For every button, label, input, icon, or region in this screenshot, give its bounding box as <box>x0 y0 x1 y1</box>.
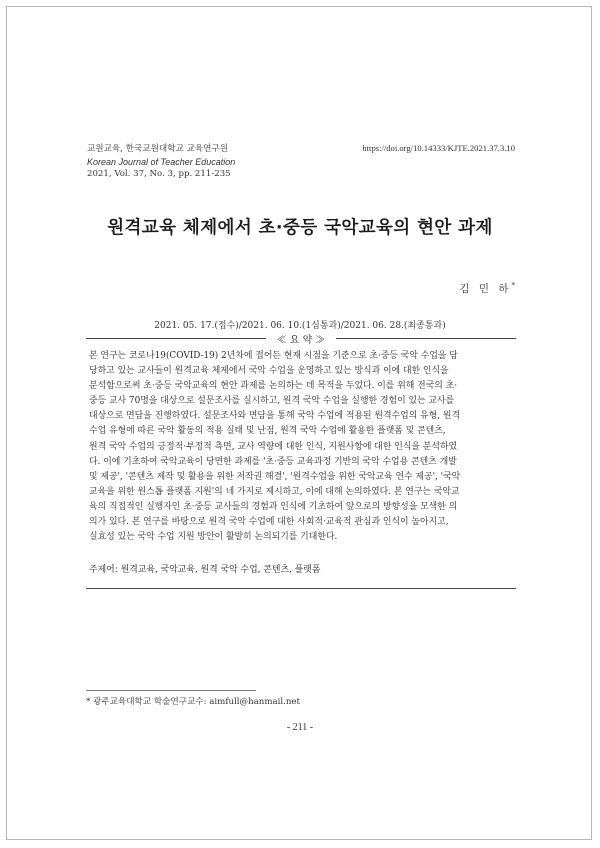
page-number: - 211 - <box>286 722 314 733</box>
abstract-line: 대상으로 면담을 진행하였다. 설문조사와 면담을 통해 국악 수업에 적용된 원격수업의 유형, 원격 <box>89 411 461 422</box>
publisher: 교원교육, 한국교원대학교 교육연구원 <box>87 144 229 154</box>
abstract-line: 원격 국악 수업의 긍정적·부정적 측면, 교사 역량에 대한 인식, 지원사항에 대한 인식을 분석하였 <box>89 441 458 452</box>
abstract-heading <box>86 331 516 345</box>
abstract-line: 및 제공', '콘텐츠 제작 및 활용을 위한 저작권 해결', '원격수업을 위한 국악교육 연수 제공', '국악 <box>89 471 461 482</box>
abstract-line: 다. 이에 기초하여 국악교육이 당면한 과제를 '초·중등 교육과정 기반의 국악 수업용 콘텐츠 개발 <box>89 456 457 467</box>
journal-name-en: Korean Journal of Teacher Education <box>87 156 236 167</box>
author-name: 김 민 하 <box>459 283 512 295</box>
author-footnote-mark: * <box>511 281 515 290</box>
paper-title: 원격교육 체제에서 초·중등 국악교육의 현안 과제 <box>107 218 493 238</box>
abstract-label: ≪ 요 약 ≫ <box>276 335 326 346</box>
footnote-rule <box>86 690 256 691</box>
abstract-line: 분석함으로써 초·중등 국악교육의 현안 과제를 논의하는 데 목적을 두었다. 이를 위해 전국의 초· <box>89 381 458 392</box>
doi-link[interactable]: https://doi.org/10.14333/KJTE.2021.37.3.10 <box>362 143 515 153</box>
abstract-line: 수업 유형에 따른 국악 활동의 적용 실태 및 난점, 원격 국악 수업에 활용한 플랫폼 및 콘텐츠, <box>89 426 446 437</box>
keywords <box>89 562 320 575</box>
volume-info: 2021, Vol. 37, No. 3, pp. 211-235 <box>87 169 231 179</box>
abstract-line: 교육을 위한 원스톱 플랫폼 지원'의 네 가지로 제시하고, 이에 대해 논의하였다. 본 연구는 국악교 <box>89 486 460 497</box>
keywords-label: 주제어: <box>89 565 118 575</box>
abstract-line: 당하고 있는 교사들이 원격교육 체제에서 국악 수업을 운영하고 있는 방식과 이에 대한 인식을 <box>89 366 449 377</box>
abstract-end-rule <box>86 588 516 589</box>
abstract-line: 중등 교사 70명을 대상으로 설문조사를 실시하고, 원격 국악 수업을 실행한 경험이 있는 교사를 <box>89 396 455 407</box>
abstract-body <box>89 349 513 545</box>
abstract-line: 실효성 있는 국악 수업 지원 방안이 활발히 논의되기를 기대한다. <box>89 532 338 543</box>
abstract-line: 육의 직접적인 실행자인 초·중등 교사들의 경험과 인식에 기초하여 앞으로의 방향성을 모색한 의 <box>89 501 458 512</box>
abstract-line: 본 연구는 코로나19(COVID-19) 2년차에 접어든 현재 시점을 기준으로 초·중등 국악 수업을 담 <box>89 351 458 361</box>
submission-dates: 2021. 05. 17.(접수)/2021. 06. 10.(1심통과)/2021. 06. 28.(최종통과) <box>154 321 446 331</box>
keywords-list: 원격교육, 국악교육, 원격 국악 수업, 콘텐츠, 플랫폼 <box>120 565 321 575</box>
author <box>440 281 515 296</box>
abstract-rule-right <box>336 338 516 339</box>
journal-info <box>87 143 235 181</box>
abstract-line: 의가 있다. 본 연구를 바탕으로 원격 국악 수업에 대한 사회적·교육적 관심과 인식이 높아지고, <box>89 517 449 528</box>
footnote: * 광주교육대학교 학술연구교수: aimfull@hanmail.net <box>86 697 300 707</box>
